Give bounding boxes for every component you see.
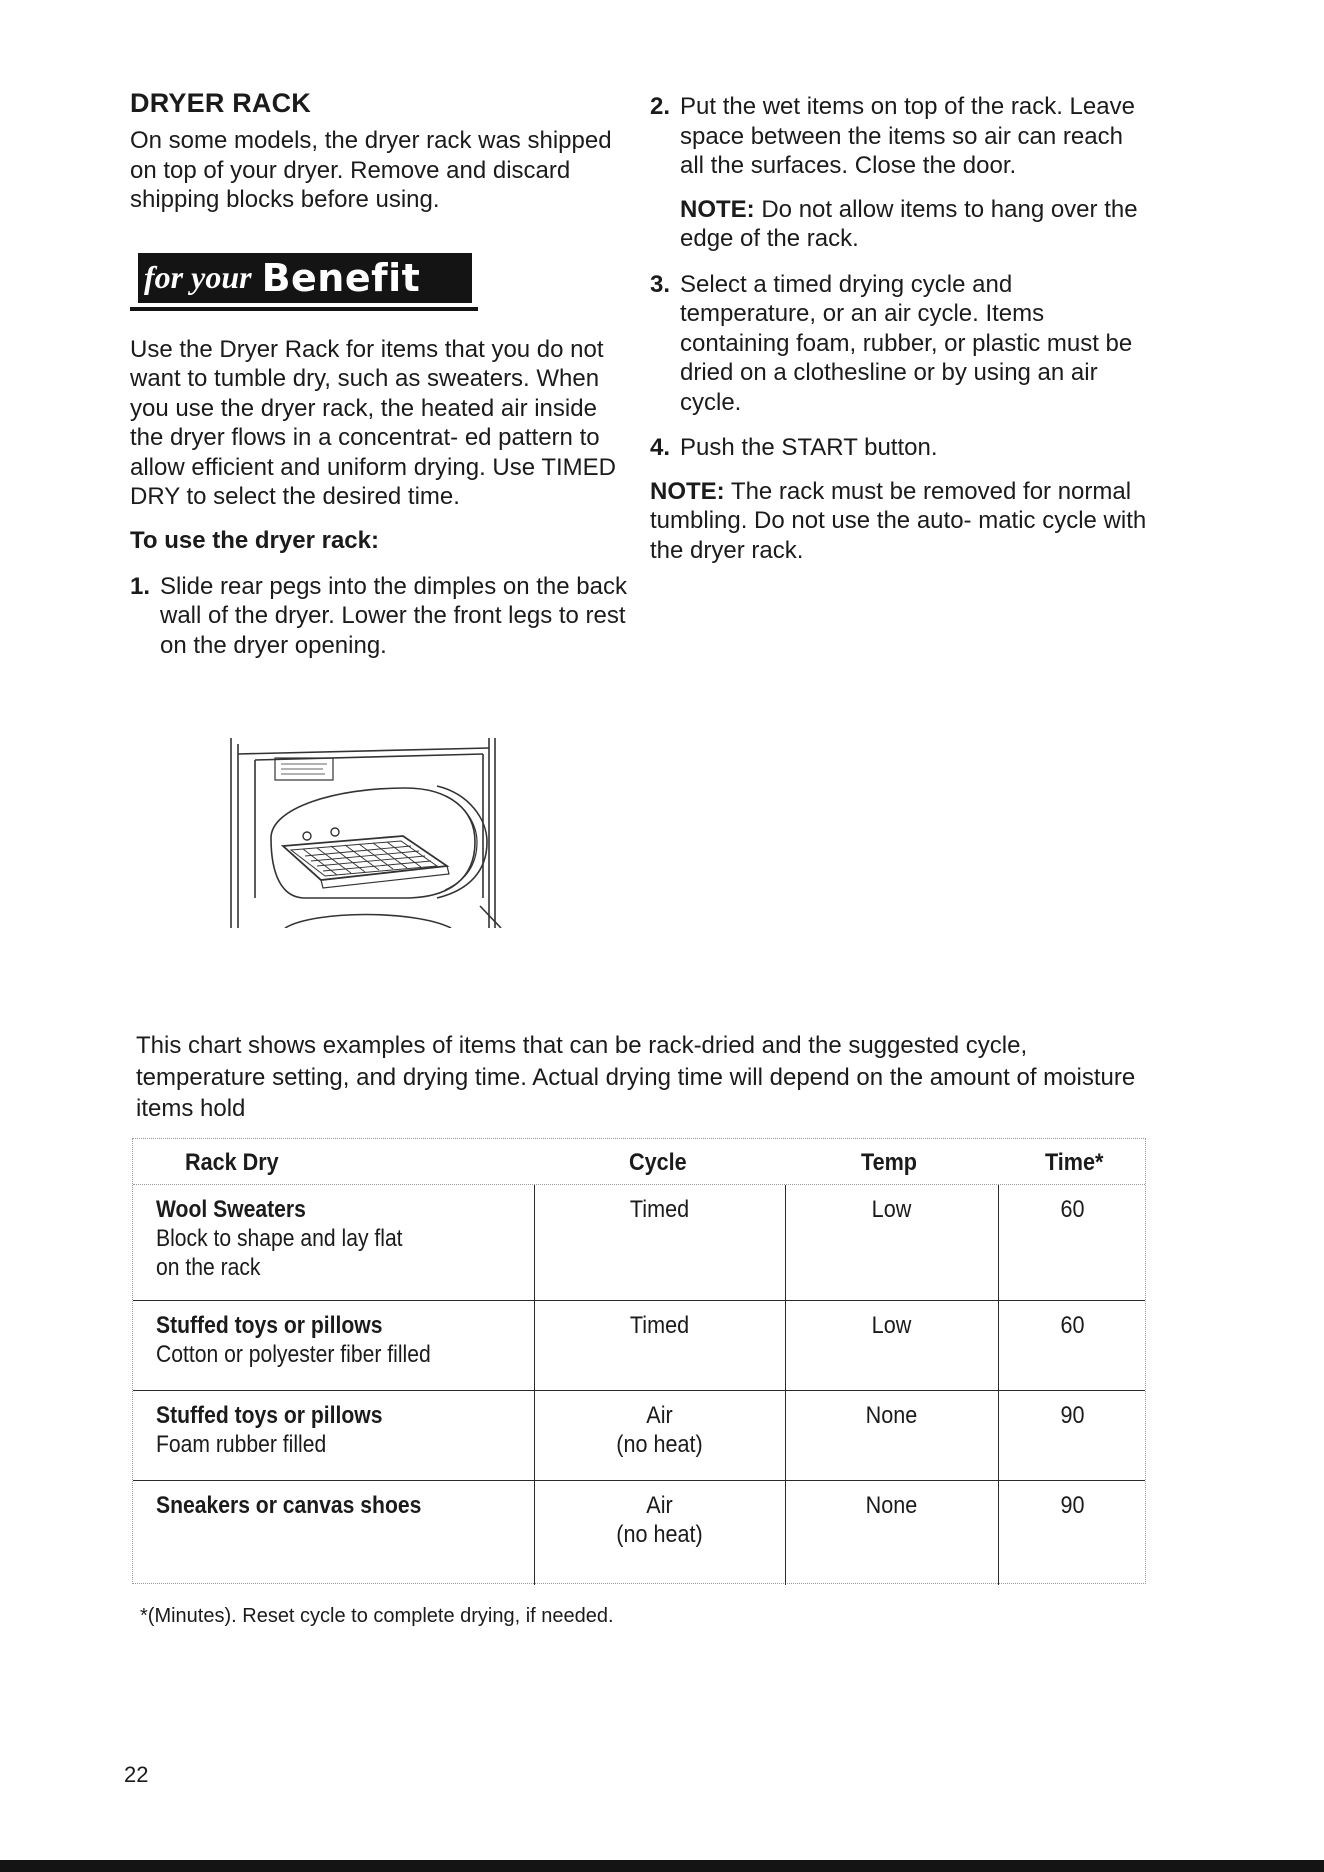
step-4 [650, 433, 1150, 463]
step-text: Slide rear pegs into the dimples on the back wall of the dryer. Lower the front legs to rest on the dryer opening. [160, 572, 627, 659]
header-temp: Temp [861, 1149, 918, 1176]
item-name: Sneakers or canvas shoes [156, 1492, 422, 1519]
table-row [133, 1391, 1145, 1481]
left-column [130, 86, 630, 660]
time-cell: 60 [1060, 1196, 1085, 1223]
step-3 [650, 270, 1150, 418]
header-rack-dry: Rack Dry [185, 1149, 279, 1176]
intro-paragraph: On some models, the dryer rack was shipped on top of your dryer. Remove and discard shipping blocks before using. [130, 127, 612, 213]
time-cell: 90 [1060, 1492, 1085, 1519]
time-cell: 90 [1060, 1402, 1085, 1429]
right-column [650, 92, 1150, 565]
temp-cell: Low [871, 1312, 912, 1339]
cycle-value: Timed [629, 1312, 690, 1339]
step-body [680, 92, 1150, 254]
description-paragraph: Use the Dryer Rack for items that you do not want to tumble dry, such as sweaters. When you use the dryer rack, the heated air inside the dryer flows in a concentrat- ed pattern to allow efficient and uniform drying. Use TIMED DRY to select the desired time. [130, 335, 616, 510]
steps-list-left [130, 572, 630, 661]
time-cell: 60 [1060, 1312, 1085, 1339]
item-name: Stuffed toys or pillows [156, 1402, 383, 1429]
rack-removal-note [650, 477, 1150, 566]
page-bottom-rule [0, 1860, 1324, 1872]
cycle-cell [547, 1311, 773, 1340]
temp-cell: Low [871, 1196, 912, 1223]
item-description: on the rack [156, 1254, 261, 1281]
item-cell [156, 1401, 508, 1459]
table-footnote: *(Minutes). Reset cycle to complete drying, if needed. [140, 1605, 614, 1627]
cycle-value: Timed [629, 1196, 690, 1223]
table-row [133, 1481, 1145, 1585]
dryer-with-rack-illustration [225, 738, 525, 928]
step-number: 1. [130, 572, 151, 600]
cycle-subvalue: (no heat) [616, 1431, 703, 1458]
step-number: 4. [650, 434, 671, 461]
instructions-subhead: To use the dryer rack: [130, 526, 379, 554]
chart-intro-paragraph: This chart shows examples of items that can be rack-dried and the suggested cycle, temperature setting, and drying time. Actual drying time will depend on the amount of moisture items hold [136, 1032, 1136, 1122]
item-description: Foam rubber filled [156, 1431, 327, 1458]
step-number: 3. [650, 270, 671, 298]
item-name: Stuffed toys or pillows [156, 1312, 383, 1339]
item-description: Block to shape and lay flat [156, 1225, 403, 1252]
step-text: Put the wet items on top of the rack. Leave space between the items so air can reach all the surfaces. Close the door. [680, 93, 1135, 179]
temp-cell: None [865, 1402, 918, 1429]
step-2 [650, 92, 1150, 254]
badge-text [144, 253, 420, 303]
note-text: The rack must be removed for normal tumbling. Do not use the auto- matic cycle with the dryer rack. [650, 477, 1147, 564]
step-1 [130, 572, 630, 661]
table-header [133, 1139, 1145, 1185]
badge-underline [130, 307, 478, 311]
item-name: Wool Sweaters [156, 1196, 306, 1223]
step-note [680, 195, 1150, 254]
page-number: 22 [124, 1762, 149, 1787]
for-your-benefit-badge [130, 249, 478, 325]
badge-for-your: for your [144, 259, 252, 295]
item-cell [156, 1491, 508, 1520]
header-time: Time* [1045, 1149, 1104, 1176]
step-text: Select a timed drying cycle and temperature, or an air cycle. Items containing foam, rubber, or plastic must be dried on a clothesline or by using an air cycle. [680, 270, 1133, 416]
note-text: Do not allow items to hang over the edge of the rack. [680, 195, 1138, 252]
temp-cell: None [865, 1492, 918, 1519]
section-title: DRYER RACK [130, 88, 312, 118]
steps-list-right [650, 92, 1150, 463]
item-cell [156, 1311, 508, 1369]
table-row [133, 1185, 1145, 1301]
note-label: NOTE: [680, 195, 755, 223]
table-row [133, 1301, 1145, 1391]
item-cell [156, 1195, 508, 1282]
cycle-cell [547, 1195, 773, 1224]
cycle-value: Air [646, 1492, 673, 1519]
cycle-cell [547, 1491, 773, 1549]
step-text: Push the START button. [680, 434, 938, 461]
cycle-cell [547, 1401, 773, 1459]
item-description: Cotton or polyester fiber filled [156, 1341, 431, 1368]
rack-dry-table [132, 1138, 1146, 1584]
cycle-subvalue: (no heat) [616, 1521, 703, 1548]
step-number: 2. [650, 93, 671, 120]
badge-benefit: Benefit [261, 255, 421, 300]
note-label: NOTE: [650, 477, 725, 505]
cycle-value: Air [646, 1402, 673, 1429]
header-cycle: Cycle [629, 1149, 687, 1176]
